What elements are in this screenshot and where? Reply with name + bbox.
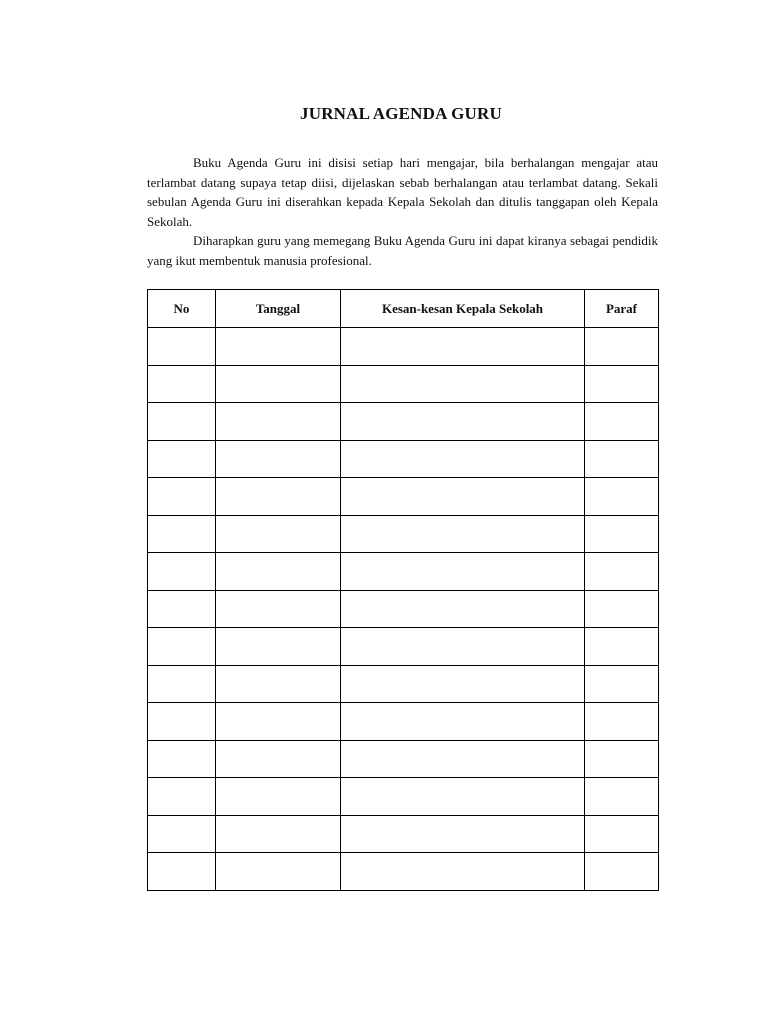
- cell-tanggal: [216, 478, 341, 516]
- cell-kesan: [341, 628, 585, 666]
- cell-paraf: [585, 478, 659, 516]
- cell-tanggal: [216, 328, 341, 366]
- cell-paraf: [585, 440, 659, 478]
- cell-kesan: [341, 740, 585, 778]
- table-row: [148, 553, 659, 591]
- table-row: [148, 740, 659, 778]
- cell-no: [148, 328, 216, 366]
- table-row: [148, 665, 659, 703]
- cell-no: [148, 815, 216, 853]
- cell-kesan: [341, 553, 585, 591]
- table-header-row: [148, 290, 659, 328]
- header-tanggal: Tanggal: [216, 290, 341, 328]
- cell-no: [148, 478, 216, 516]
- cell-tanggal: [216, 853, 341, 891]
- table-row: [148, 478, 659, 516]
- cell-no: [148, 365, 216, 403]
- cell-no: [148, 665, 216, 703]
- cell-no: [148, 778, 216, 816]
- cell-no: [148, 553, 216, 591]
- cell-tanggal: [216, 740, 341, 778]
- cell-no: [148, 515, 216, 553]
- intro-paragraph-2: Diharapkan guru yang memegang Buku Agenda Guru ini dapat kiranya sebagai pendidik yang ikut membentuk manusia profesional.: [147, 233, 658, 268]
- table-row: [148, 778, 659, 816]
- agenda-table: [147, 289, 659, 891]
- cell-paraf: [585, 778, 659, 816]
- cell-paraf: [585, 703, 659, 741]
- cell-kesan: [341, 365, 585, 403]
- table-row: [148, 328, 659, 366]
- intro-text: [147, 153, 658, 270]
- table-body: [148, 328, 659, 891]
- cell-kesan: [341, 815, 585, 853]
- table-row: [148, 403, 659, 441]
- header-paraf: Paraf: [585, 290, 659, 328]
- cell-tanggal: [216, 590, 341, 628]
- cell-tanggal: [216, 628, 341, 666]
- cell-tanggal: [216, 778, 341, 816]
- table-row: [148, 515, 659, 553]
- table-row: [148, 703, 659, 741]
- cell-kesan: [341, 403, 585, 441]
- cell-no: [148, 703, 216, 741]
- cell-paraf: [585, 515, 659, 553]
- cell-no: [148, 590, 216, 628]
- cell-tanggal: [216, 365, 341, 403]
- cell-kesan: [341, 703, 585, 741]
- page-title: JURNAL AGENDA GURU: [300, 104, 502, 123]
- cell-kesan: [341, 515, 585, 553]
- cell-kesan: [341, 665, 585, 703]
- cell-tanggal: [216, 665, 341, 703]
- table-row: [148, 365, 659, 403]
- header-kesan: Kesan-kesan Kepala Sekolah: [341, 290, 585, 328]
- cell-paraf: [585, 628, 659, 666]
- cell-no: [148, 853, 216, 891]
- cell-tanggal: [216, 515, 341, 553]
- cell-no: [148, 403, 216, 441]
- table-row: [148, 628, 659, 666]
- table-row: [148, 815, 659, 853]
- cell-kesan: [341, 478, 585, 516]
- cell-paraf: [585, 553, 659, 591]
- cell-paraf: [585, 665, 659, 703]
- cell-paraf: [585, 403, 659, 441]
- cell-paraf: [585, 853, 659, 891]
- table-row: [148, 590, 659, 628]
- cell-paraf: [585, 815, 659, 853]
- cell-no: [148, 628, 216, 666]
- cell-kesan: [341, 778, 585, 816]
- cell-kesan: [341, 590, 585, 628]
- cell-paraf: [585, 365, 659, 403]
- cell-kesan: [341, 853, 585, 891]
- cell-paraf: [585, 590, 659, 628]
- cell-tanggal: [216, 553, 341, 591]
- table-row: [148, 440, 659, 478]
- cell-kesan: [341, 440, 585, 478]
- cell-tanggal: [216, 815, 341, 853]
- intro-paragraph-1: Buku Agenda Guru ini disisi setiap hari mengajar, bila berhalangan mengajar atau terlambat datang supaya tetap diisi, dijelaskan sebab berhalangan atau terlambat datang. Sekali sebulan Agenda Guru ini diserahkan kepada Kepala Sekolah dan ditulis tanggapan oleh Kepala Sekolah.: [147, 155, 658, 229]
- cell-paraf: [585, 328, 659, 366]
- cell-no: [148, 740, 216, 778]
- cell-tanggal: [216, 403, 341, 441]
- cell-no: [148, 440, 216, 478]
- cell-paraf: [585, 740, 659, 778]
- header-no: No: [148, 290, 216, 328]
- table-row: [148, 853, 659, 891]
- cell-tanggal: [216, 440, 341, 478]
- cell-tanggal: [216, 703, 341, 741]
- cell-kesan: [341, 328, 585, 366]
